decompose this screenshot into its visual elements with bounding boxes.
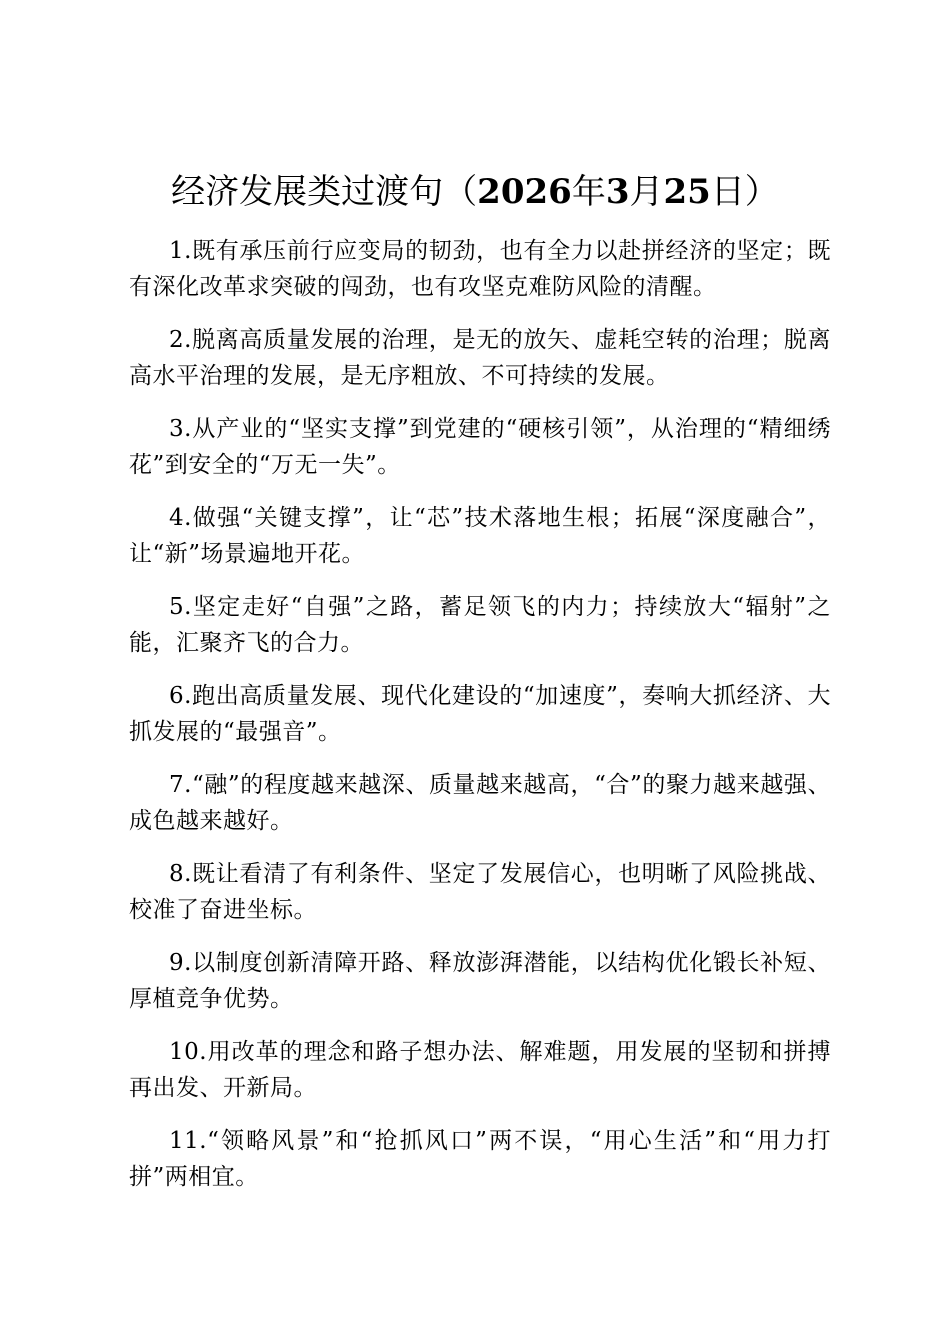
paragraph: 3.从产业的“坚实支撑”到党建的“硬核引领”，从治理的“精细绣花”到安全的“万无一失”。 xyxy=(129,416,831,478)
paragraph: 2.脱离高质量发展的治理，是无的放矢、虚耗空转的治理；脱离高水平治理的发展，是无序粗放、不可持续的发展。 xyxy=(129,327,831,389)
paragraph: 9.以制度创新清障开路、释放澎湃潜能，以结构优化锻长补短、厚植竞争优势。 xyxy=(129,950,831,1012)
paragraph: 6.跑出高质量发展、现代化建设的“加速度”，奏响大抓经济、大抓发展的“最强音”。 xyxy=(129,683,831,745)
paragraph: 5.坚定走好“自强”之路，蓄足领飞的内力；持续放大“辐射”之能，汇聚齐飞的合力。 xyxy=(129,594,831,656)
paragraph: 10.用改革的理念和路子想办法、解难题，用发展的坚韧和拼搏再出发、开新局。 xyxy=(129,1039,831,1101)
title-end: 日） xyxy=(710,172,779,212)
title-year: 2026 xyxy=(477,172,572,212)
paragraph: 7.“融”的程度越来越深、质量越来越高，“合”的聚力越来越强、成色越来越好。 xyxy=(129,772,831,834)
title-month-unit: 月 xyxy=(629,172,664,212)
paragraph: 11.“领略风景”和“抢抓风口”两不误，“用心生活”和“用力打拼”两相宜。 xyxy=(129,1128,831,1190)
title-month: 3 xyxy=(605,172,630,212)
paragraph-list xyxy=(129,233,831,1212)
title-text: 经济发展类过渡句（ xyxy=(171,172,478,212)
paragraph: 4.做强“关键支撑”，让“芯”技术落地生根；拓展“深度融合”，让“新”场景遍地开花。 xyxy=(129,505,831,567)
paragraph: 8.既让看清了有利条件、坚定了发展信心，也明晰了风险挑战、校准了奋进坐标。 xyxy=(129,861,831,923)
document-title xyxy=(0,168,950,216)
title-day: 25 xyxy=(663,172,711,212)
paragraph: 1.既有承压前行应变局的韧劲，也有全力以赴拼经济的坚定；既有深化改革求突破的闯劲，也有攻坚克难防风险的清醒。 xyxy=(129,238,831,300)
title-year-unit: 年 xyxy=(571,172,606,212)
